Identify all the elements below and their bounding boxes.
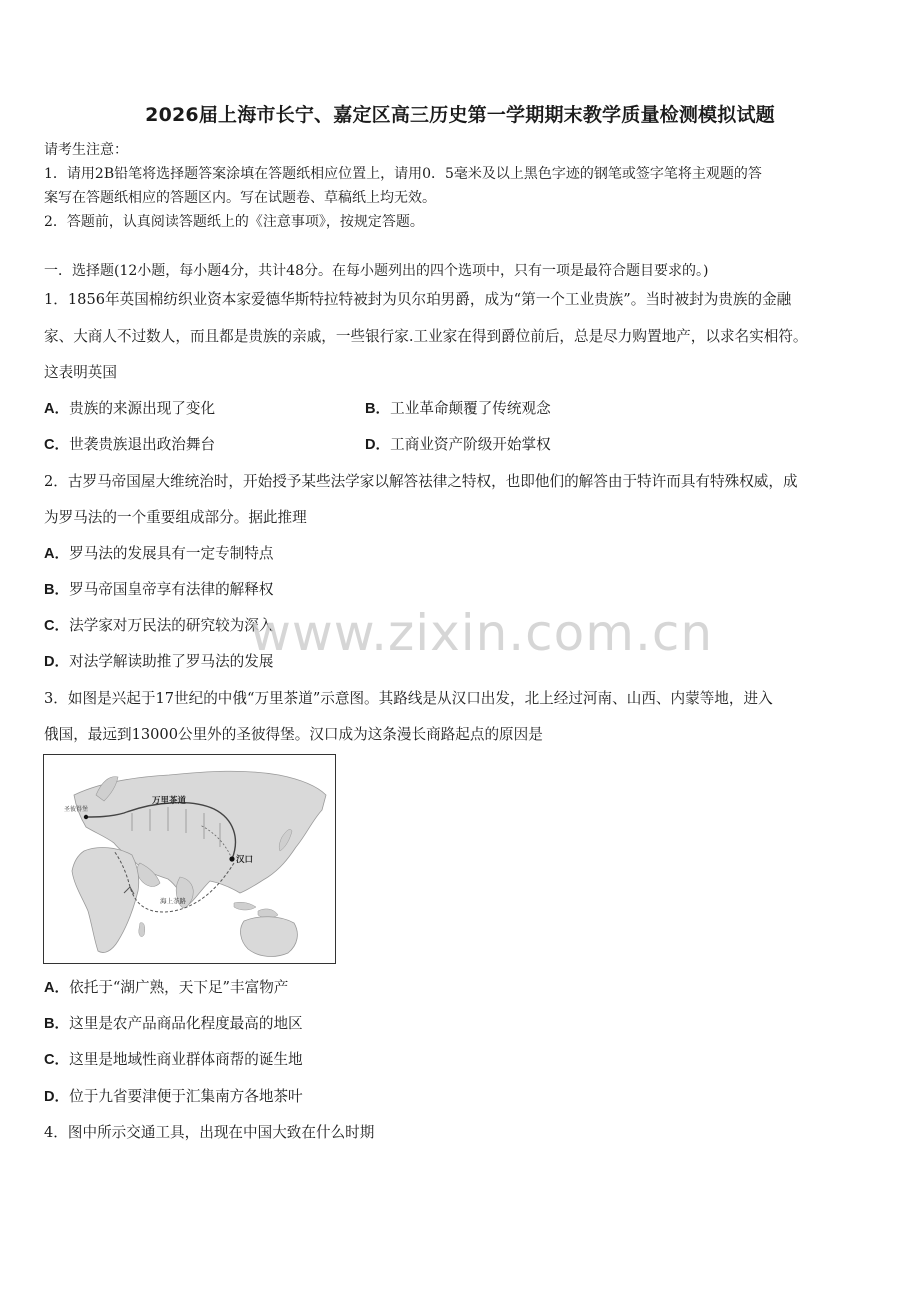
q1-option-b[interactable] (365, 397, 551, 418)
option-text: 工业革命颠覆了传统观念 (390, 400, 551, 417)
q1-stem-line-3: 这表明英国 (44, 364, 117, 381)
option-text: 法学家对万民法的研究较为深入 (69, 617, 274, 634)
q3-stem-line-1: 3．如图是兴起于17世纪的中俄“万里茶道”示意图。其路线是从汉口出发，北上经过河南、山西、内蒙等地，进入 (44, 690, 773, 707)
option-text: 位于九省要津便于汇集南方各地茶叶 (69, 1088, 303, 1105)
q1-option-c[interactable] (44, 433, 215, 454)
q2-stem-line-1: 2．古罗马帝国屋大维统治时，开始授予某些法学家以解答祛律之特权，也即他们的解答由于特许而具有特殊权威，成 (44, 473, 798, 490)
option-text: 世袭贵族退出政治舞台 (69, 436, 216, 453)
q1-stem-line-1: 1．1856年英国棉纺织业资本家爱德华斯特拉特被封为贝尔珀男爵，成为“第一个工业贵族”。当时被封为贵族的金融 (44, 291, 792, 308)
map-spb-label: 圣彼得堡 (64, 806, 89, 813)
option-text: 工商业资产阶级开始掌权 (390, 436, 551, 453)
watermark: www.zixin.com.cn (250, 604, 714, 662)
option-text: 依托于“湖广熟，天下足”丰富物产 (69, 979, 289, 996)
q3-option-a[interactable] (44, 976, 288, 997)
q3-option-b[interactable] (44, 1012, 303, 1033)
q3-option-c[interactable] (44, 1048, 303, 1069)
option-letter: A． (44, 401, 70, 417)
q2-option-c[interactable] (44, 614, 273, 635)
page-title: 2026届上海市长宁、嘉定区高三历史第一学期期末教学质量检测模拟试题 (145, 104, 775, 126)
q3-option-d[interactable] (44, 1085, 303, 1106)
option-letter: C． (44, 437, 70, 453)
option-text: 罗马帝国皇帝享有法律的解释权 (69, 581, 274, 598)
option-letter: B． (44, 1016, 70, 1032)
option-letter: A． (44, 980, 70, 996)
q4-stem-line-1: 4．图中所示交通工具，出现在中国大致在什么时期 (44, 1124, 375, 1141)
q3-stem-line-2: 俄国，最远到13000公里外的圣彼得堡。汉口成为这条漫长商路起点的原因是 (44, 726, 543, 743)
q1-option-a[interactable] (44, 397, 215, 418)
option-text: 这里是地域性商业群体商帮的诞生地 (69, 1051, 303, 1068)
option-letter: C． (44, 618, 70, 634)
option-letter: D． (365, 437, 391, 453)
q1-option-d[interactable] (365, 433, 551, 454)
tea-road-map (43, 754, 336, 964)
option-text: 罗马法的发展具有一定专制特点 (69, 545, 274, 562)
option-letter: B． (44, 582, 70, 598)
notice-item-1-line-1: 1．请用2B铅笔将选择题答案涂填在答题纸相应位置上，请用0．5毫米及以上黑色字迹的钢笔或签字笔将主观题的答 (44, 166, 762, 182)
option-letter: A． (44, 546, 70, 562)
q1-stem-line-2: 家、大商人不过数人，而且都是贵族的亲戚，一些银行家.工业家在得到爵位前后，总是尽力购置地产，以求名实相符。 (44, 328, 808, 345)
option-text: 这里是农产品商品化程度最高的地区 (69, 1015, 303, 1032)
map-route-label: 万里茶道 (152, 796, 187, 806)
notice-item-2: 2．答题前，认真阅读答题纸上的《注意事项》，按规定答题。 (44, 214, 424, 230)
option-text: 贵族的来源出现了变化 (69, 400, 216, 417)
q2-option-a[interactable] (44, 542, 273, 563)
notice-heading: 请考生注意： (44, 142, 128, 158)
map-sea-label: 海上茶路 (160, 897, 186, 905)
option-letter: D． (44, 654, 70, 670)
option-text: 对法学解读助推了罗马法的发展 (69, 653, 274, 670)
option-letter: B． (365, 401, 391, 417)
map-city-label: 汉口 (236, 855, 254, 865)
option-letter: D． (44, 1089, 70, 1105)
q2-option-b[interactable] (44, 578, 273, 599)
q2-stem-line-2: 为罗马法的一个重要组成部分。据此推理 (44, 509, 307, 526)
q2-option-d[interactable] (44, 650, 273, 671)
section-heading: 一．选择题(12小题，每小题4分，共计48分。在每小题列出的四个选项中，只有一项是最符合题目要求的。) (44, 263, 709, 279)
option-letter: C． (44, 1052, 70, 1068)
notice-item-1-line-2: 案写在答题纸相应的答题区内。写在试题卷、草稿纸上均无效。 (44, 190, 436, 206)
